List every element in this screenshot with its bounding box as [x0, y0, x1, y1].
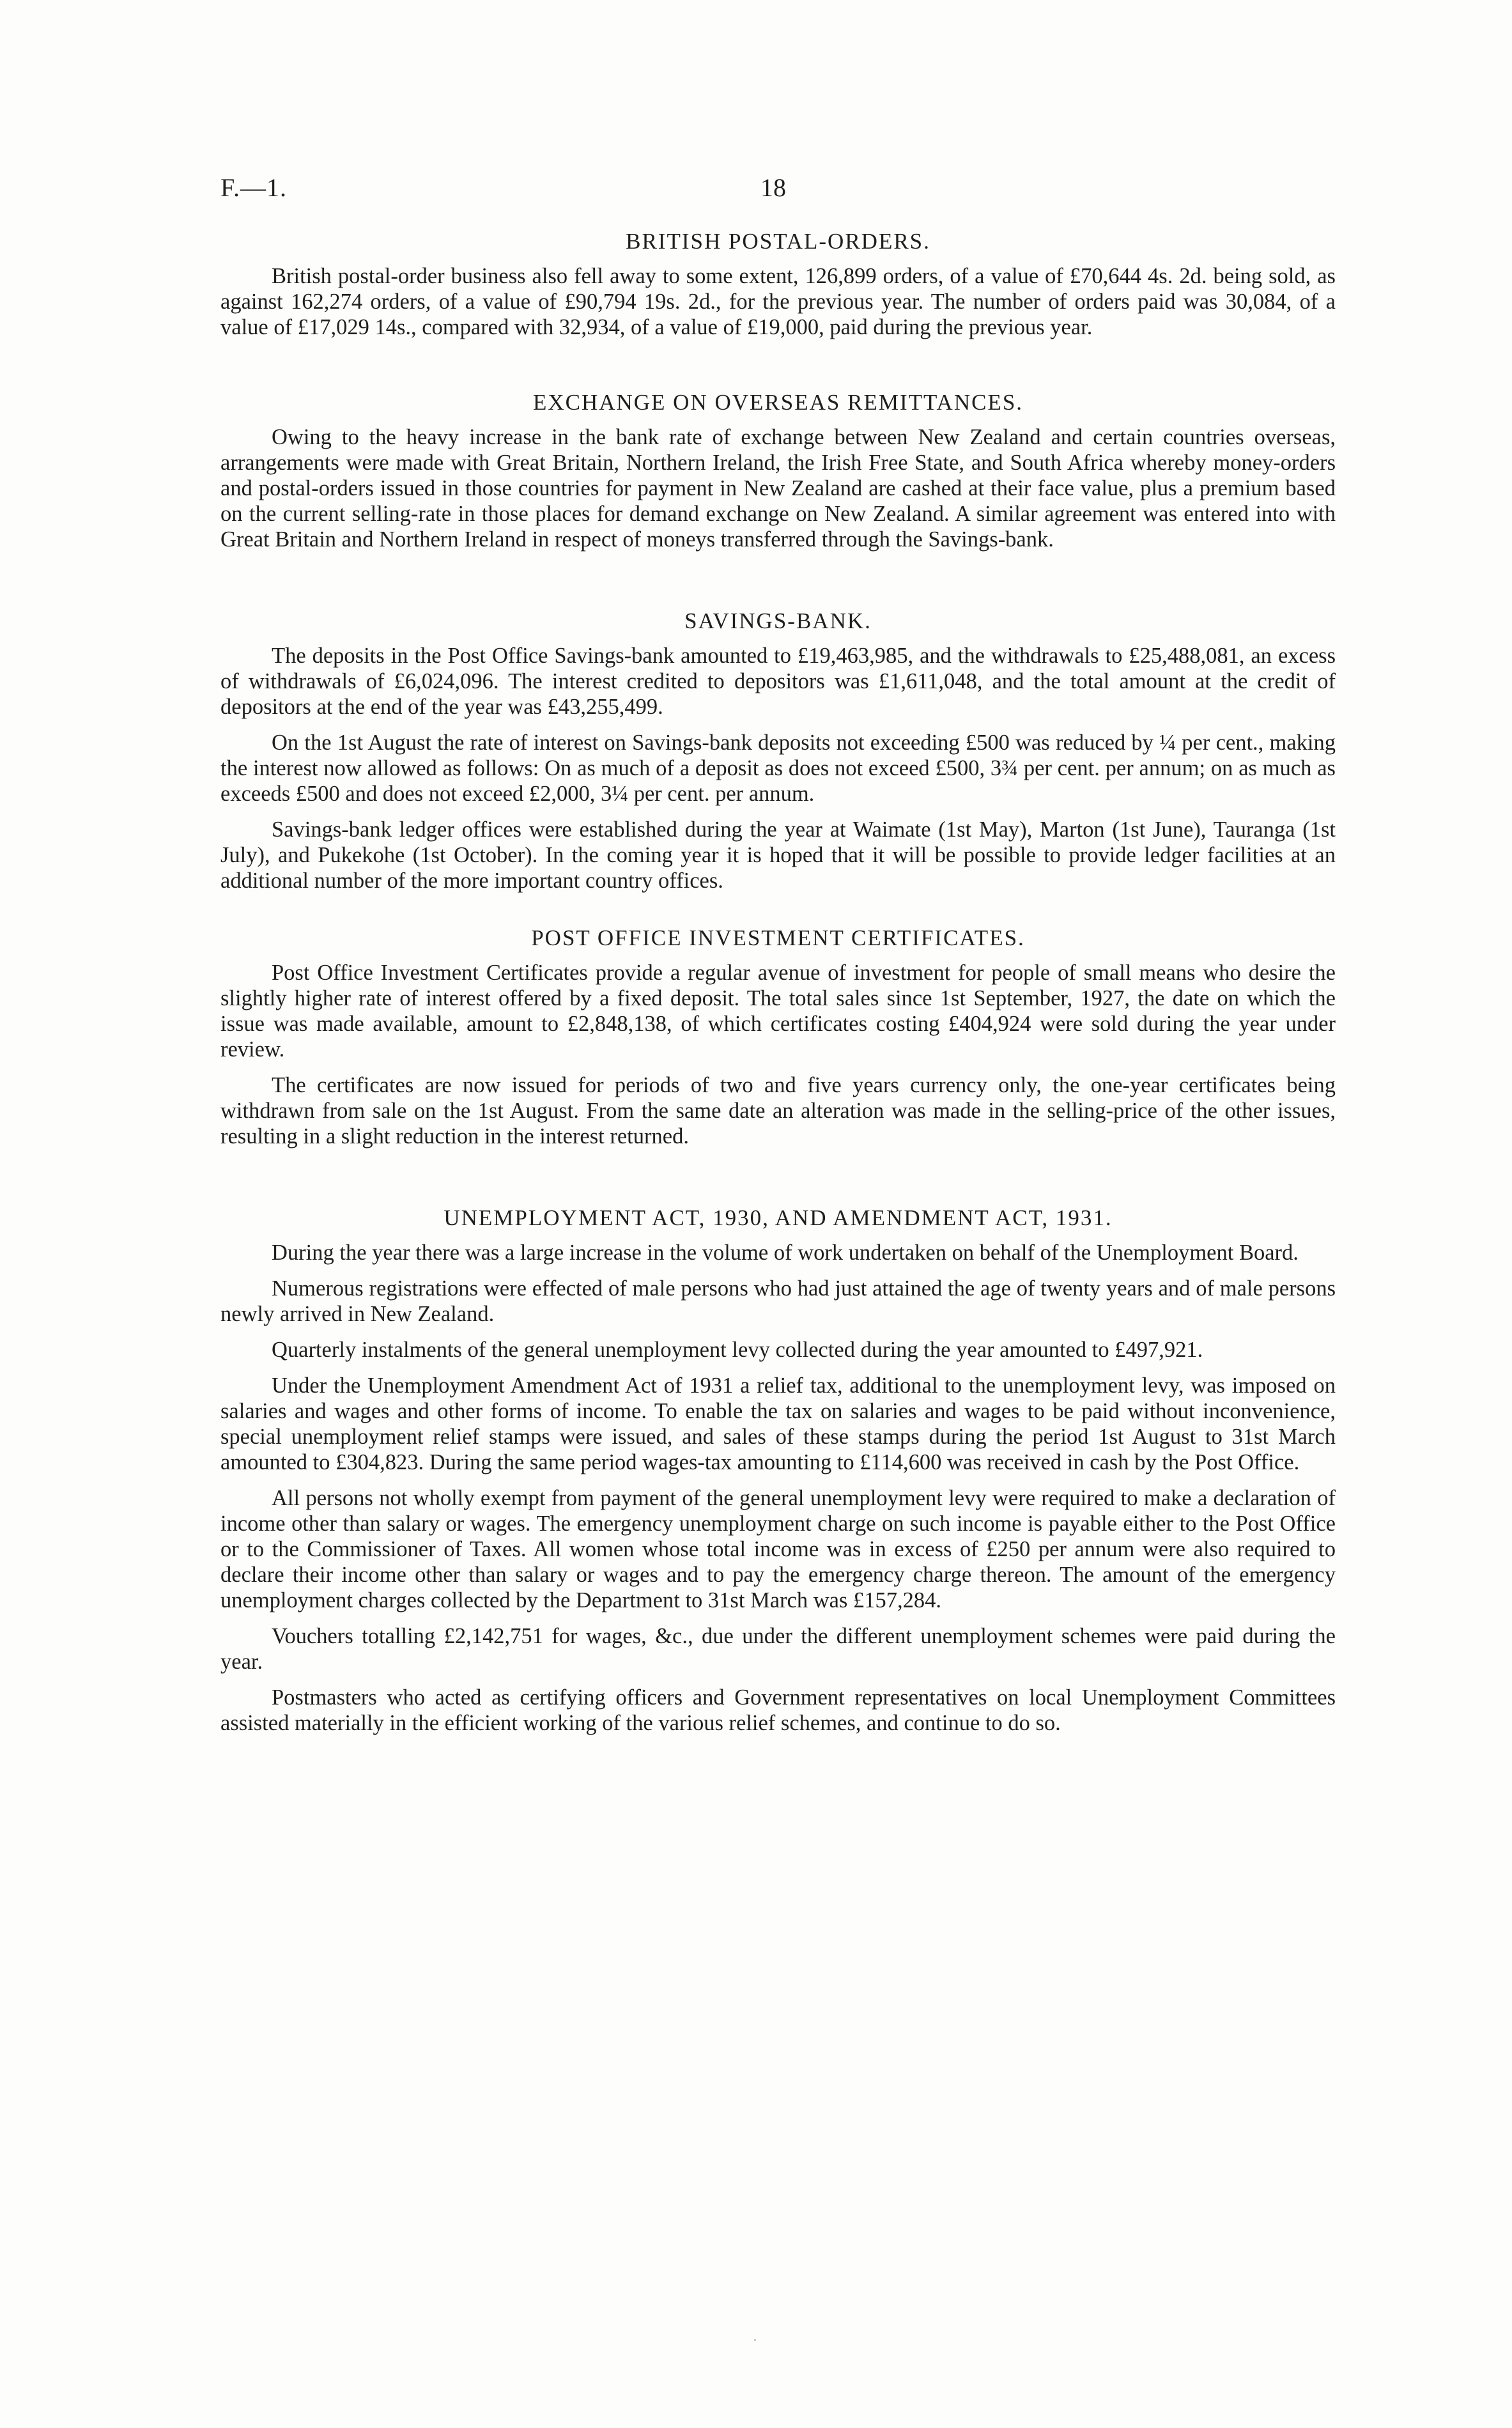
paragraph: Owing to the heavy increase in the bank rate of exchange between New Zealand and certain countries overseas, arrangements were made with Great Britain, Northern Ireland, the Irish Free State, and South Africa whereby money-orders and postal-orders issued in those countries for payment in New Zealand are cashed at their face value, plus a premium based on the current selling-rate in those places for demand exchange on New Zealand. A similar agreement was entered into with Great Britain and Northern Ireland in respect of moneys transferred through the Savings-bank. — [220, 425, 1336, 552]
scan-speck — [754, 2339, 756, 2341]
paragraph: Under the Unemployment Amendment Act of 1931 a relief tax, additional to the unemployment levy, was imposed on salaries and wages and other forms of income. To enable the tax on salaries and wages to be paid without inconvenience, special unemployment relief stamps were issued, and sales of these stamps during the period 1st August to 31st March amounted to £304,823. During the same period wages-tax amounting to £114,600 was received in cash by the Post Office. — [220, 1373, 1336, 1474]
section-investment-certificates — [220, 925, 1336, 1149]
section-heading: EXCHANGE ON OVERSEAS REMITTANCES. — [532, 390, 1024, 415]
page-header — [220, 173, 1336, 217]
section-heading: POST OFFICE INVESTMENT CERTIFICATES. — [531, 925, 1025, 950]
section-exchange-overseas-remittances — [220, 390, 1336, 552]
paragraph: Post Office Investment Certificates provide a regular avenue of investment for people of small means who desire the slightly higher rate of interest offered by a fixed deposit. The total sales since 1st September, 1927, the date on which the issue was made available, amount to £2,848,138, of which certificates costing £404,924 were sold during the year under review. — [220, 961, 1336, 1062]
paragraph: Postmasters who acted as certifying officers and Government representatives on local Unemployment Committees assisted materially in the efficient working of the various relief schemes, and continue to do so. — [220, 1685, 1336, 1735]
section-heading: BRITISH POSTAL-ORDERS. — [626, 229, 930, 254]
paragraph: During the year there was a large increase in the volume of work undertaken on behalf of the Unemployment Board. — [272, 1241, 1299, 1265]
paragraph: Savings-bank ledger offices were established during the year at Waimate (1st May), Marton (1st June), Tauranga (1st July), and Pukekohe (1st October). In the coming year it is hoped that it will be possible to provide ledger facilities at an additional number of the more important country offices. — [220, 817, 1336, 893]
paragraph: Quarterly instalments of the general unemployment levy collected during the year amounted to £497,921. — [272, 1338, 1203, 1362]
section-heading: UNEMPLOYMENT ACT, 1930, AND AMENDMENT ACT, 1931. — [444, 1205, 1113, 1230]
section-british-postal-orders — [220, 229, 1336, 340]
paragraph: Vouchers totalling £2,142,751 for wages, &c., due under the different unemployment schemes were paid during the year. — [220, 1624, 1336, 1674]
section-heading: SAVINGS-BANK. — [684, 608, 872, 633]
paragraph: The deposits in the Post Office Savings-bank amounted to £19,463,985, and the withdrawals to £25,488,081, an excess of withdrawals of £6,024,096. The interest credited to depositors was £1,611,048, and the total amount at the credit of depositors at the end of the year was £43,255,499. — [220, 644, 1336, 719]
page-number: 18 — [760, 173, 786, 202]
paragraph: On the 1st August the rate of interest on Savings-bank deposits not exceeding £500 was reduced by ¼ per cent., making the interest now allowed as follows: On as much of a deposit as does not exceed £500, 3¾ per cent. per annum; on as much as exceeds £500 and does not exceed £2,000, 3¼ per cent. per annum. — [220, 731, 1336, 806]
paragraph: The certificates are now issued for periods of two and five years currency only, the one-year certificates being withdrawn from sale on the 1st August. From the same date an alteration was made in the selling-price of the other issues, resulting in a slight reduction in the interest returned. — [220, 1073, 1336, 1148]
document-page — [220, 173, 1336, 1746]
section-savings-bank — [220, 608, 1336, 893]
section-unemployment-act — [220, 1205, 1336, 1736]
paragraph: All persons not wholly exempt from payment of the general unemployment levy were required to make a declaration of income other than salary or wages. The emergency unemployment charge on such income is payable either to the Post Office or to the Commissioner of Taxes. All women whose total income was in excess of £250 per annum were also required to declare their income other than salary or wages and to pay the emergency charge thereon. The amount of the emergency unemployment charges collected by the Department to 31st March was £157,284. — [220, 1486, 1336, 1612]
report-reference: F.—1. — [220, 173, 288, 202]
paragraph: British postal-order business also fell away to some extent, 126,899 orders, of a value of £70,644 4s. 2d. being sold, as against 162,274 orders, of a value of £90,794 19s. 2d., for the previous year. The number of orders paid was 30,084, of a value of £17,029 14s., compared with 32,934, of a value of £19,000, paid during the previous year. — [220, 264, 1336, 339]
paragraph: Numerous registrations were effected of male persons who had just attained the age of twenty years and of male persons newly arrived in New Zealand. — [220, 1276, 1336, 1326]
